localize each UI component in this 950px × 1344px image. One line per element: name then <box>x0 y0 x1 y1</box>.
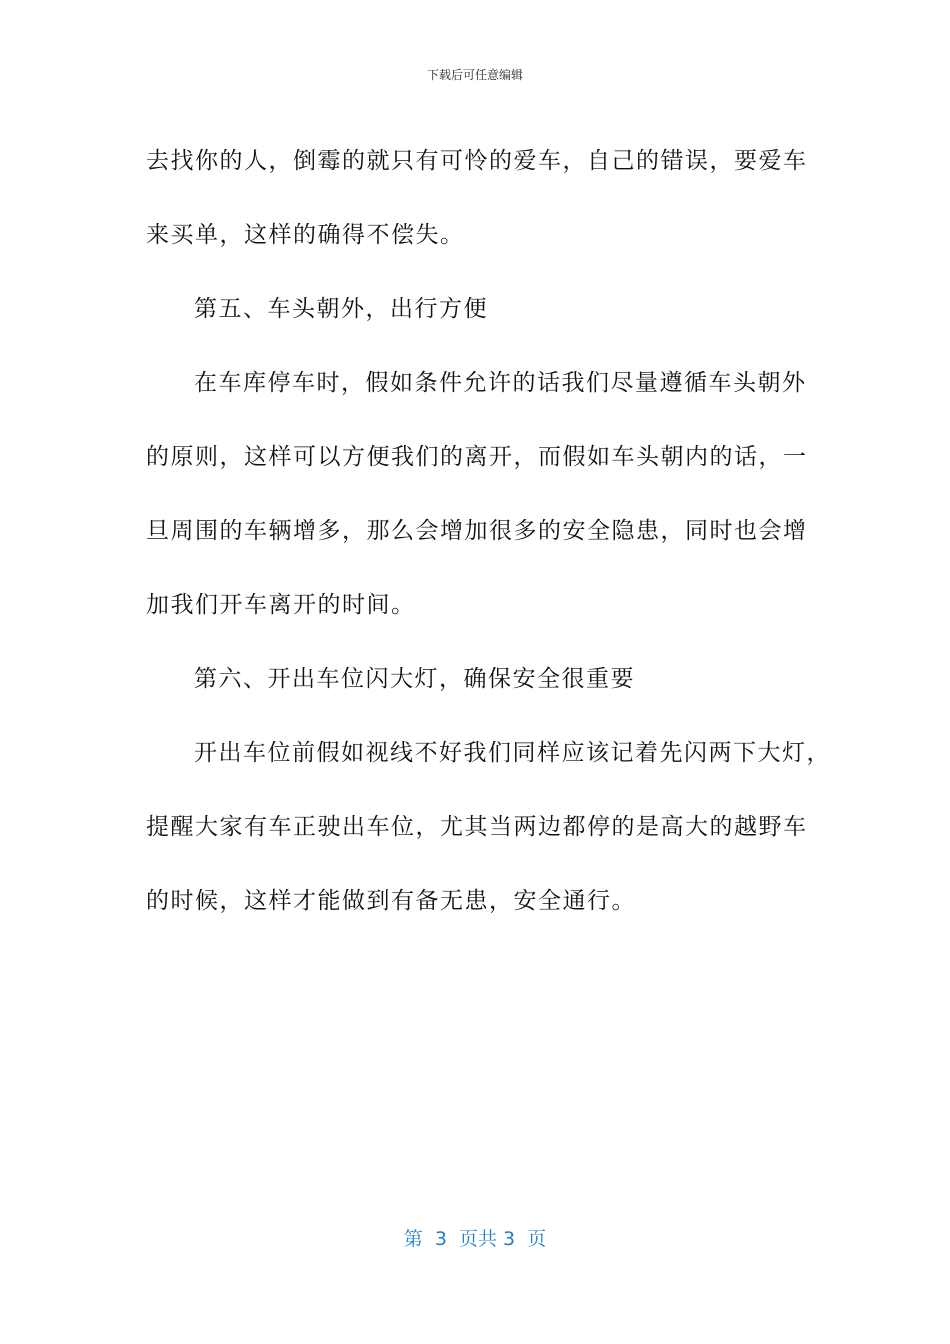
paragraph-line: 加我们开车离开的时间。 <box>146 592 416 618</box>
paragraph-continuation-line: 去找你的人，倒霉的就只有可怜的爱车，自己的错误，要爱车 <box>146 148 808 174</box>
section-heading-fifth: 第五、车头朝外，出行方便 <box>194 296 488 322</box>
page-number-footer: 第 3 页共 3 页 <box>403 1228 547 1250</box>
paragraph-line: 提醒大家有车正驶出车位，尤其当两边都停的是高大的越野车 <box>146 814 808 840</box>
paragraph-line: 旦周围的车辆增多，那么会增加很多的安全隐患，同时也会增 <box>146 518 808 544</box>
page-header-note: 下载后可任意编辑 <box>426 68 523 82</box>
section-heading-sixth: 第六、开出车位闪大灯，确保安全很重要 <box>194 666 635 692</box>
paragraph-line: 的原则，这样可以方便我们的离开，而假如车头朝内的话，一 <box>146 444 808 470</box>
paragraph-first-line: 在车库停车时，假如条件允许的话我们尽量遵循车头朝外 <box>194 370 807 396</box>
document-body <box>146 124 831 938</box>
paragraph-line: 的时候，这样才能做到有备无患，安全通行。 <box>146 888 636 914</box>
paragraph-first-line: 开出车位前假如视线不好我们同样应该记着先闪两下大灯， <box>194 740 831 766</box>
paragraph-continuation-line: 来买单，这样的确得不偿失。 <box>146 222 465 248</box>
